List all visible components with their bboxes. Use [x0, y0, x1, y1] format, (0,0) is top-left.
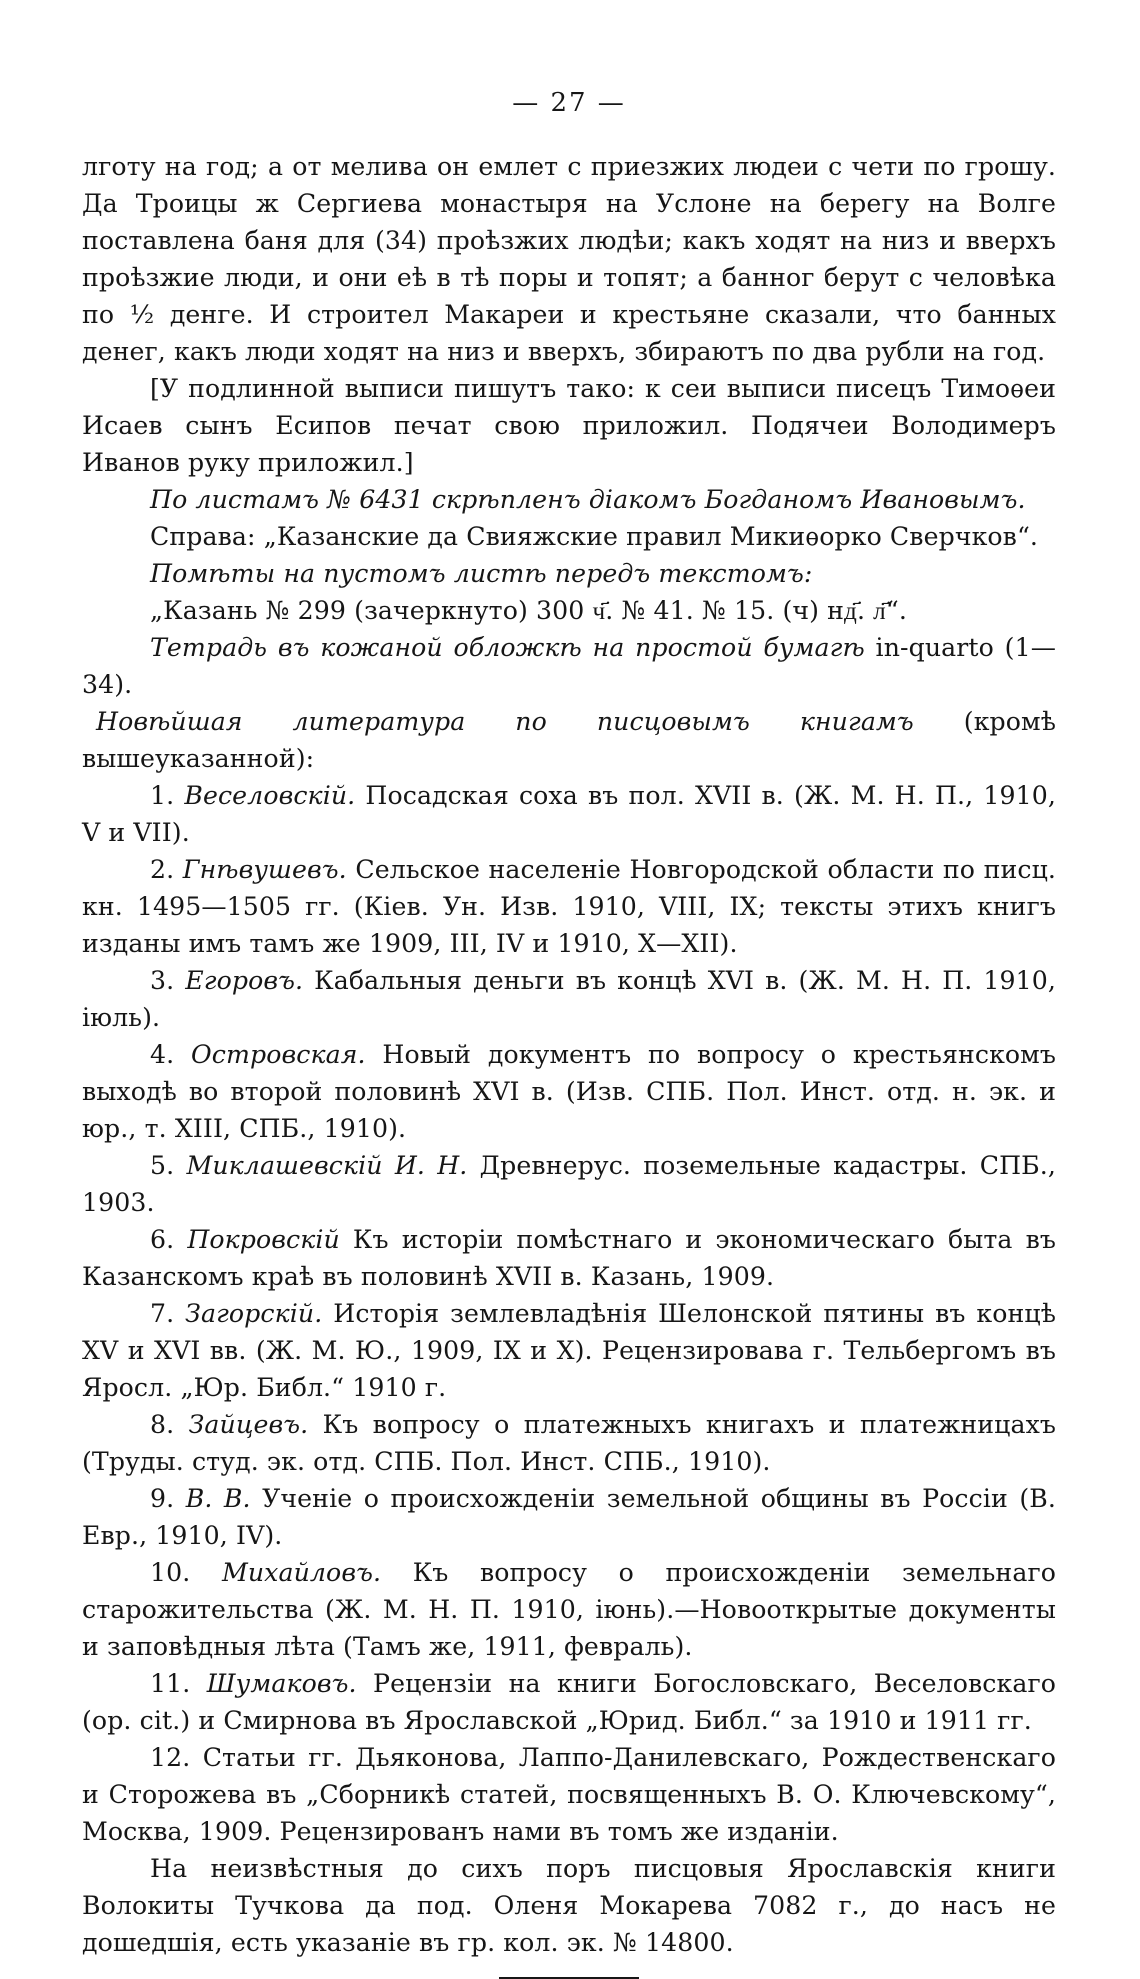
literature-item [82, 851, 1056, 962]
paragraph-sheets-note: По листамъ № 6431 скрѣпленъ діакомъ Богданомъ Ивановымъ. [150, 485, 1026, 514]
item-number: 9. [150, 1484, 175, 1513]
item-text: Ученіе о происхожденіи земельной общины въ Россіи (В. Евр., 1910, IV). [82, 1484, 1056, 1550]
literature-heading-italic: Новѣйшая литература по писцовымъ книгамъ [96, 707, 914, 736]
notebook-italic: Тетрадь въ кожаной обложкѣ на простой бумагѣ [150, 633, 865, 662]
item-text: Къ вопросу о платежныхъ книгахъ и платежницахъ (Труды. студ. эк. отд. СПБ. Пол. Инст. СПБ., 1910). [82, 1410, 1056, 1476]
item-number: 8. [150, 1410, 175, 1439]
literature-item [82, 777, 1056, 851]
item-author: Веселовскій. [184, 781, 356, 810]
item-author: Михайловъ. [221, 1558, 382, 1587]
item-text: Посадская соха въ пол. XVII в. (Ж. М. Н. П., 1910, V и VII). [82, 781, 1056, 847]
item-text: Древнерус. поземельные кадастры. СПБ., 1903. [82, 1151, 1056, 1217]
literature-item [82, 1036, 1056, 1147]
literature-item [82, 1480, 1056, 1554]
item-number: 6. [150, 1225, 175, 1254]
item-number: 1. [150, 781, 175, 810]
item-author: Гнѣвушевъ. [182, 855, 347, 884]
literature-list [82, 777, 1056, 1850]
notebook-text: in-quarto (1—34). [82, 633, 1056, 699]
item-text: Къ исторіи помѣстнаго и экономическаго быта въ Казанскомъ краѣ въ половинѣ XVII в. Казань, 1909. [82, 1225, 1057, 1291]
item-author: Островская. [191, 1040, 366, 1069]
paragraph-closing: На неизвѣстныя до сихъ поръ писцовыя Ярославскія книги Волокиты Тучкова да под. Оленя Мокарева 7082 г., до насъ не дошедшія, есть указаніе въ гр. кол. эк. № 14800. [82, 1854, 1056, 1957]
paragraph-tax-text: лготу на год; а от мелива он емлет с приезжих людеи с чети по грошу. Да Троицы ж Сергиева монастыря на Услоне на берегу на Волге поставлена баня для (34) проѣзжих людѣи; какъ ходят на низ и вверхъ проѣзжие люди, и они еѣ в тѣ поры и топят; а банног берут с человѣка по ½ денге. И строител Макареи и крестьяне сказали, что банных денег, какъ люди ходят на низ и вверхъ, збираютъ по два рубли на год. [82, 152, 1056, 366]
item-number: 7. [150, 1299, 175, 1328]
paragraph-original-note: [У подлинной выписи пишутъ тако: к сеи выписи писецъ Тимоѳеи Исаев сынъ Есипов печат свою приложил. Подячеи Володимеръ Иванов руку приложил.] [82, 374, 1056, 477]
item-number: 3. [150, 966, 175, 995]
item-number: 5. [150, 1151, 175, 1180]
item-text: Сельское населеніе Новгородской области по писц. кн. 1495—1505 гг. (Кіев. Ун. Изв. 1910, VIII, IX; тексты этихъ книгъ изданы имъ тамъ же 1909, III, IV и 1910, X—XII). [82, 855, 1056, 958]
item-author: Зайцевъ. [188, 1410, 309, 1439]
literature-heading-text: (кромѣ вышеуказанной): [82, 707, 1056, 773]
paragraph-marks-text: „Казань № 299 (зачеркнуто) 300 ч҃. № 41. № 15. (ч) нд҃. л҃“. [150, 596, 907, 625]
item-author: Покровскій [187, 1225, 340, 1254]
literature-item [82, 1295, 1056, 1406]
item-author: Загорскій. [185, 1299, 323, 1328]
item-text: Къ вопросу о происхожденіи земельнаго старожительства (Ж. М. Н. П. 1910, іюнь).—Новооткрытые документы и заповѣдныя лѣта (Тамъ же, 1911, февраль). [82, 1558, 1057, 1661]
item-text: Рецензіи на книги Богословскаго, Веселовскаго (op. cit.) и Смирнова въ Ярославской „Юрид. Библ.“ за 1910 и 1911 гг. [82, 1669, 1057, 1735]
literature-item [82, 1739, 1056, 1850]
item-author: Егоровъ. [185, 966, 304, 995]
item-number: 11. [150, 1669, 191, 1698]
item-text: Статьи гг. Дьяконова, Лаппо-Данилевскаго, Рождественскаго и Сторожева въ „Сборникѣ статей, посвященныхъ В. О. Ключевскому“, Москва, 1909. Рецензированъ нами въ томъ же изданіи. [82, 1743, 1056, 1846]
item-author: Шумаковъ. [206, 1669, 357, 1698]
literature-item [82, 1665, 1056, 1739]
item-number: 10. [150, 1558, 191, 1587]
literature-item [82, 962, 1056, 1036]
literature-item [82, 1406, 1056, 1480]
item-number: 4. [150, 1040, 175, 1069]
page-body [82, 148, 1056, 1961]
literature-item [82, 1147, 1056, 1221]
item-number: 12. [150, 1743, 191, 1772]
page-number: — 27 — [512, 88, 626, 118]
paragraph-marks-heading: Помѣты на пустомъ листѣ передъ текстомъ: [150, 559, 813, 588]
paragraph-notebook [82, 629, 1056, 703]
literature-item [82, 1221, 1056, 1295]
item-number: 2. [150, 855, 175, 884]
paragraph-literature-heading [82, 703, 1056, 777]
item-text: Новый документъ по вопросу о крестьянскомъ выходѣ во второй половинѣ XVI в. (Изв. СПБ. Пол. Инст. отд. н. эк. и юр., т. XIII, СПБ., 1910). [82, 1040, 1057, 1143]
item-author: В. В. [185, 1484, 251, 1513]
literature-item [82, 1554, 1056, 1665]
item-text: Исторія землевладѣнія Шелонской пятины въ концѣ XV и XVI вв. (Ж. М. Ю., 1909, IX и X). Рецензировава г. Тельбергомъ въ Яросл. „Юр. Библ.“ 1910 г. [82, 1299, 1057, 1402]
item-author: Миклашевскій И. Н. [186, 1151, 468, 1180]
paragraph-sprava: Справа: „Казанские да Свияжские правил Микиѳорко Сверчков“. [150, 522, 1039, 551]
item-text: Кабальныя деньги въ концѣ XVI в. (Ж. М. Н. П. 1910, іюль). [82, 966, 1056, 1032]
